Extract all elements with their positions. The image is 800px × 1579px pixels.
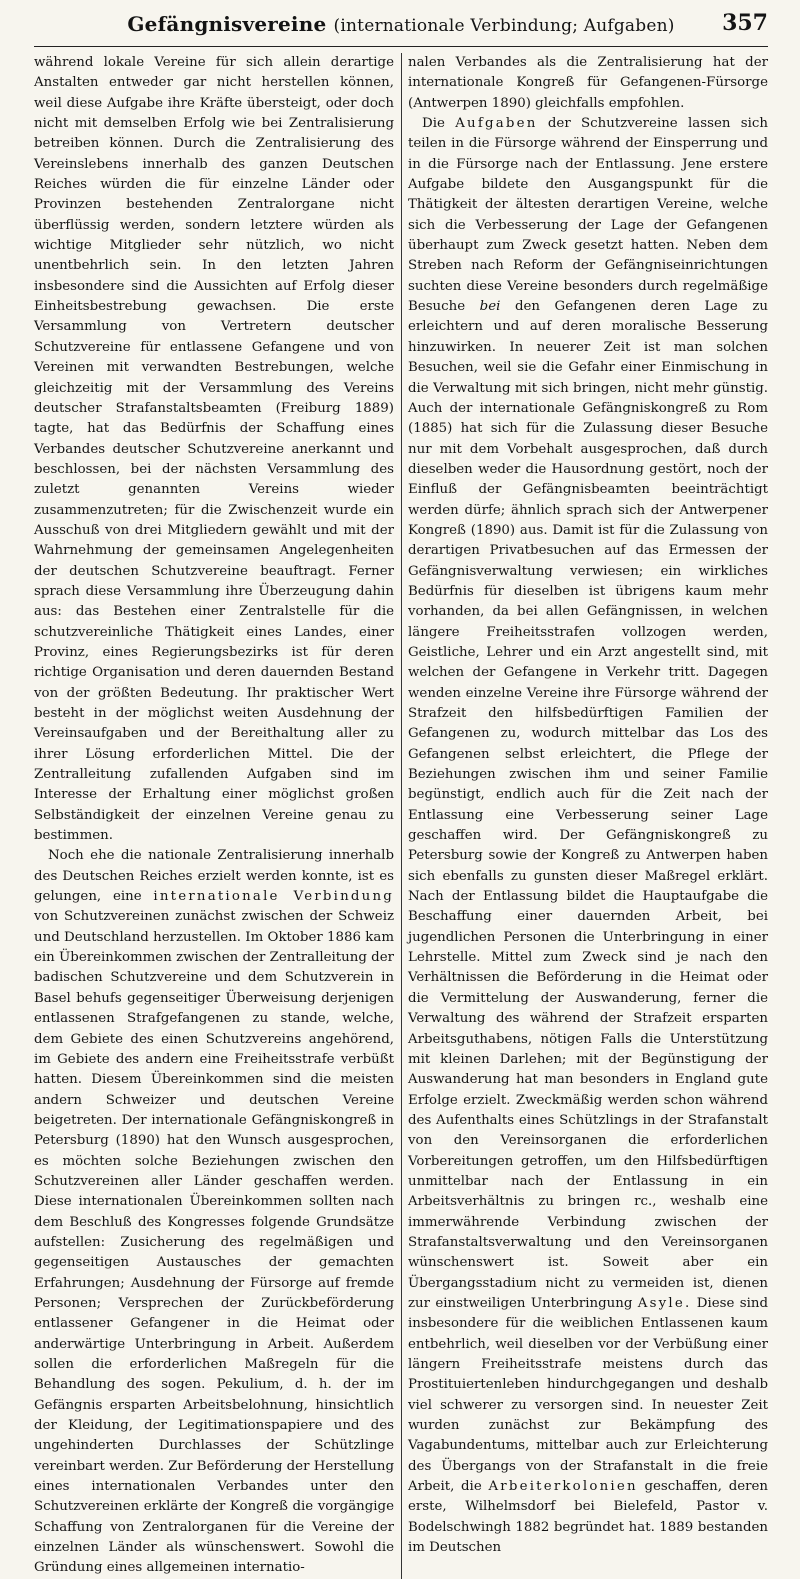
term-bei: bei (479, 299, 501, 315)
right-column (408, 53, 768, 1579)
left-paragraph-2-start: Noch ehe die nationale Zentralisierung innerhalb des Deutschen Reiches erzielt werden konnte, ist es gelungen, eine (34, 848, 394, 905)
running-title (34, 12, 768, 36)
term-aufgaben: Aufgaben (455, 116, 538, 132)
left-paragraph-1: während lokale Vereine für sich allein derartige Anstalten entweder gar nicht herstellen können, weil diese Aufgabe ihre Kräfte übersteigt, oder doch nicht mit demselben Erfolg wie bei Zentralisierung betreiben können. Durch die Zentralisierung des Vereinslebens innerhalb des ganzen Deutschen Reiches würden die für einzelne Länder oder Provinzen bestehenden Zentralorgane nicht überflüssig werden, sondern letztere würden als wichtige Mitglieder sehr nützlich, wo nicht unentbehrlich sein. In den letzten Jahren insbesondere sind die Aussichten auf Erfolg dieser Einheitsbestrebung gewachsen. Die erste Versammlung von Vertretern deutscher Schutzvereine für entlassene Gefangene und von Vereinen mit verwandten Bestrebungen, welche gleichzeitig mit der Versammlung des Vereins deutscher Strafanstaltsbeamten (Freiburg 1889) tagte, hat das Bedürfnis der Schaffung eines Verbandes deutscher Schutzvereine anerkannt und beschlossen, bei der nächsten Versammlung des zuletzt genannten Vereins wieder zusammenzutreten; für die Zwischenzeit wurde ein Ausschuß von drei Mitgliedern gewählt und mit der Wahrnehmung der gemeinsamen Angelegenheiten der deutschen Schutzvereine beauftragt. Ferner sprach diese Versammlung ihre Überzeugung dahin aus: das Bestehen einer Zentralstelle für die schutzvereinliche Thätigkeit eines Landes, einer Provinz, eines Regierungsbezirks ist für deren richtige Organisation und deren dauernden Bestand von der größten Bedeutung. Ihr praktischer Wert besteht in der möglichst weiten Ausdehnung der Vereinsaufgaben und der Bereithaltung aller zu ihrer Lösung erforderlichen Mittel. Die der Zentralleitung zufallenden Aufgaben sind im Interesse der Erhaltung einer möglichst großen Selbständigkeit der einzelnen Vereine genau zu bestimmen. (34, 55, 394, 844)
term-asyle: Asyle. (637, 1295, 692, 1311)
title-parenthetical: (internationale Verbindung; Aufgaben) (333, 16, 675, 36)
running-header (34, 0, 768, 47)
left-paragraph-2 (34, 846, 394, 1578)
page-number: 357 (722, 10, 768, 36)
column-divider (401, 53, 402, 1579)
right-paragraph-2-part-c: Diese sind insbesondere für die weiblichen Entlassenen kaum entbehrlich, weil dieselben vor der Verbüßung einer längern Freiheitsstrafe meistens durch das Prostituiertenleben hindurchgegangen und deshalb viel schwerer zu versorgen sind. In neuester Zeit wurden zunächst zur Bekämpfung des Vagabundentums, mittelbar auch zur Erleichterung des Übergangs von der Strafanstalt in die freie Arbeit, die (408, 1295, 769, 1495)
left-column (34, 53, 394, 1579)
right-paragraph-2-start: Die (422, 116, 445, 132)
right-paragraph-2-part-a: der Schutzvereine lassen sich teilen in die Fürsorge während der Einsperrung und in die Fürsorge nach der Entlassung. Jene erstere Aufgabe bildete den Ausgangspunkt für die Thätigkeit der ältesten derartigen Vereine, welche sich die Verbesserung der Lage der Gefangenen überhaupt zum Zweck gesetzt hatten. Neben dem Streben nach Reform der Gefängniseinrichtungen suchten diese Vereine besonders durch regelmäßige Besuche (408, 116, 768, 315)
right-paragraph-2-part-b: den Gefangenen deren Lage zu erleichtern und auf deren moralische Besserung hinzuwirken. In neuerer Zeit ist man solchen Besuchen, weil sie die Gefahr einer Einmischung in die Verwaltung mit sich bringen, nicht mehr günstig. Auch der internationale Gefängniskongreß zu Rom (1885) hat sich für die Zulassung dieser Besuche nur mit dem Vorbehalt ausgesprochen, daß durch dieselben weder die Hausordnung gestört, noch der Einfluß der Gefängnisbeamten beeinträchtigt werden dürfe; ähnlich sprach sich der Antwerpener Kongreß (1890) aus. Damit ist für die Zulassung von derartigen Privatbesuchen auf das Ermessen der Gefängnisverwaltung verwiesen; ein wirkliches Bedürfnis für dieselben ist übrigens kaum mehr vorhanden, da bei allen Gefängnissen, in welchen längere Freiheitsstrafen vollzogen werden, Geistliche, Lehrer und ein Arzt angestellt sind, mit welchen der Gefangene in Verkehr tritt. Dagegen wenden einzelne Vereine ihre Fürsorge während der Strafzeit den hilfsbedürftigen Familien der Gefangenen zu, wodurch mittelbar das Los des Gefangenen selbst erleichtert, die Pflege der Beziehungen zwischen ihm und seiner Familie begünstigt, endlich auch für die Zeit nach der Entlassung eine Verbesserung seiner Lage geschaffen wird. Der Gefängniskongreß zu Petersburg sowie der Kongreß zu Antwerpen haben sich ebenfalls zu gunsten dieser Maßregel erklärt. Nach der Entlassung bildet die Hauptaufgabe die Beschaffung einer dauernden Arbeit, bei jugendlichen Personen die Unterbringung in einer Lehrstelle. Mittel zum Zweck sind je nach den Verhältnissen die Beförderung in die Heimat oder die Vermittelung der Auswanderung, ferner die Verwaltung des während der Strafzeit ersparten Arbeitsguthabens, nötigen Falls die Unterstützung mit kleinen Darlehen; mit der Begünstigung der Auswanderung hat man besonders in England gute Erfolge erzielt. Zweckmäßig werden schon während des Aufenthalts eines Schützlings in der Strafanstalt von den Vereinsorganen die erforderlichen Vorbereitungen getroffen, um den Hilfsbedürftigen unmittelbar nach der Entlassung in ein Arbeitsverhältnis zu bringen rc., weshalb eine immerwährende Verbindung zwischen der Strafanstaltsverwaltung und den Vereinsorganen wünschenswert ist. Soweit aber ein Übergangsstadium nicht zu vermeiden ist, dienen zur einstweiligen Unterbringung (408, 299, 768, 1311)
term-arbeiterkolonien: Arbeiterkolonien (488, 1479, 638, 1495)
right-paragraph-1: nalen Verbandes als die Zentralisierung hat der internationale Kongreß für Gefangenen-Fürsorge (Antwerpen 1890) gleichfalls empfohlen. (408, 55, 768, 111)
title-main: Gefängnisvereine (127, 12, 327, 36)
text-columns (34, 53, 768, 1579)
term-internationale-verbindung: internationale Verbindung (153, 889, 394, 905)
right-paragraph-2-end: geschaffen, deren erste, Wilhelmsdorf bei Bielefeld, Pastor v. Bodelschwingh 1882 begründet hat. 1889 bestanden im Deutschen (408, 1479, 769, 1556)
left-paragraph-2-rest: von Schutzvereinen zunächst zwischen der Schweiz und Deutschland herzustellen. Im Oktober 1886 kam ein Übereinkommen zwischen der Zentralleitung der badischen Schutzvereine und dem Schutzverein in Basel behufs gegenseitiger Überweisung derjenigen entlassenen Strafgefangenen zu stande, welche, dem Gebiete des einen Schutzvereins angehörend, im Gebiete des andern eine Freiheitsstrafe verbüßt hatten. Diesem Übereinkommen sind die meisten andern Schweizer und deutschen Vereine beigetreten. Der internationale Gefängniskongreß in Petersburg (1890) hat den Wunsch ausgesprochen, es möchten solche Beziehungen zwischen den Schutzvereinen aller Länder geschaffen werden. Diese internationalen Übereinkommen sollten nach dem Beschluß des Kongresses folgende Grundsätze aufstellen: Zusicherung des regelmäßigen und gegenseitigen Austausches der gemachten Erfahrungen; Ausdehnung der Fürsorge auf fremde Personen; Versprechen der Zurückbeförderung entlassener Gefangener in die Heimat oder anderwärtige Unterbringung in Arbeit. Außerdem sollen die erforderlichen Maßregeln für die Behandlung des sogen. Pekulium, d. h. der im Gefängnis ersparten Arbeitsbelohnung, hinsichtlich der Kleidung, der Legitimationspapiere und des ungehinderten Durchlasses der Schützlinge vereinbart werden. Zur Beförderung der Herstellung eines internationalen Verbandes unter den Schutzvereinen erklärte der Kongreß die vorgängige Schaffung von Zentralorganen für die Vereine der einzelnen Länder als wünschenswert. Sowohl die Gründung eines allgemeinen internatio- (34, 909, 394, 1576)
right-paragraph-2 (408, 114, 768, 1558)
